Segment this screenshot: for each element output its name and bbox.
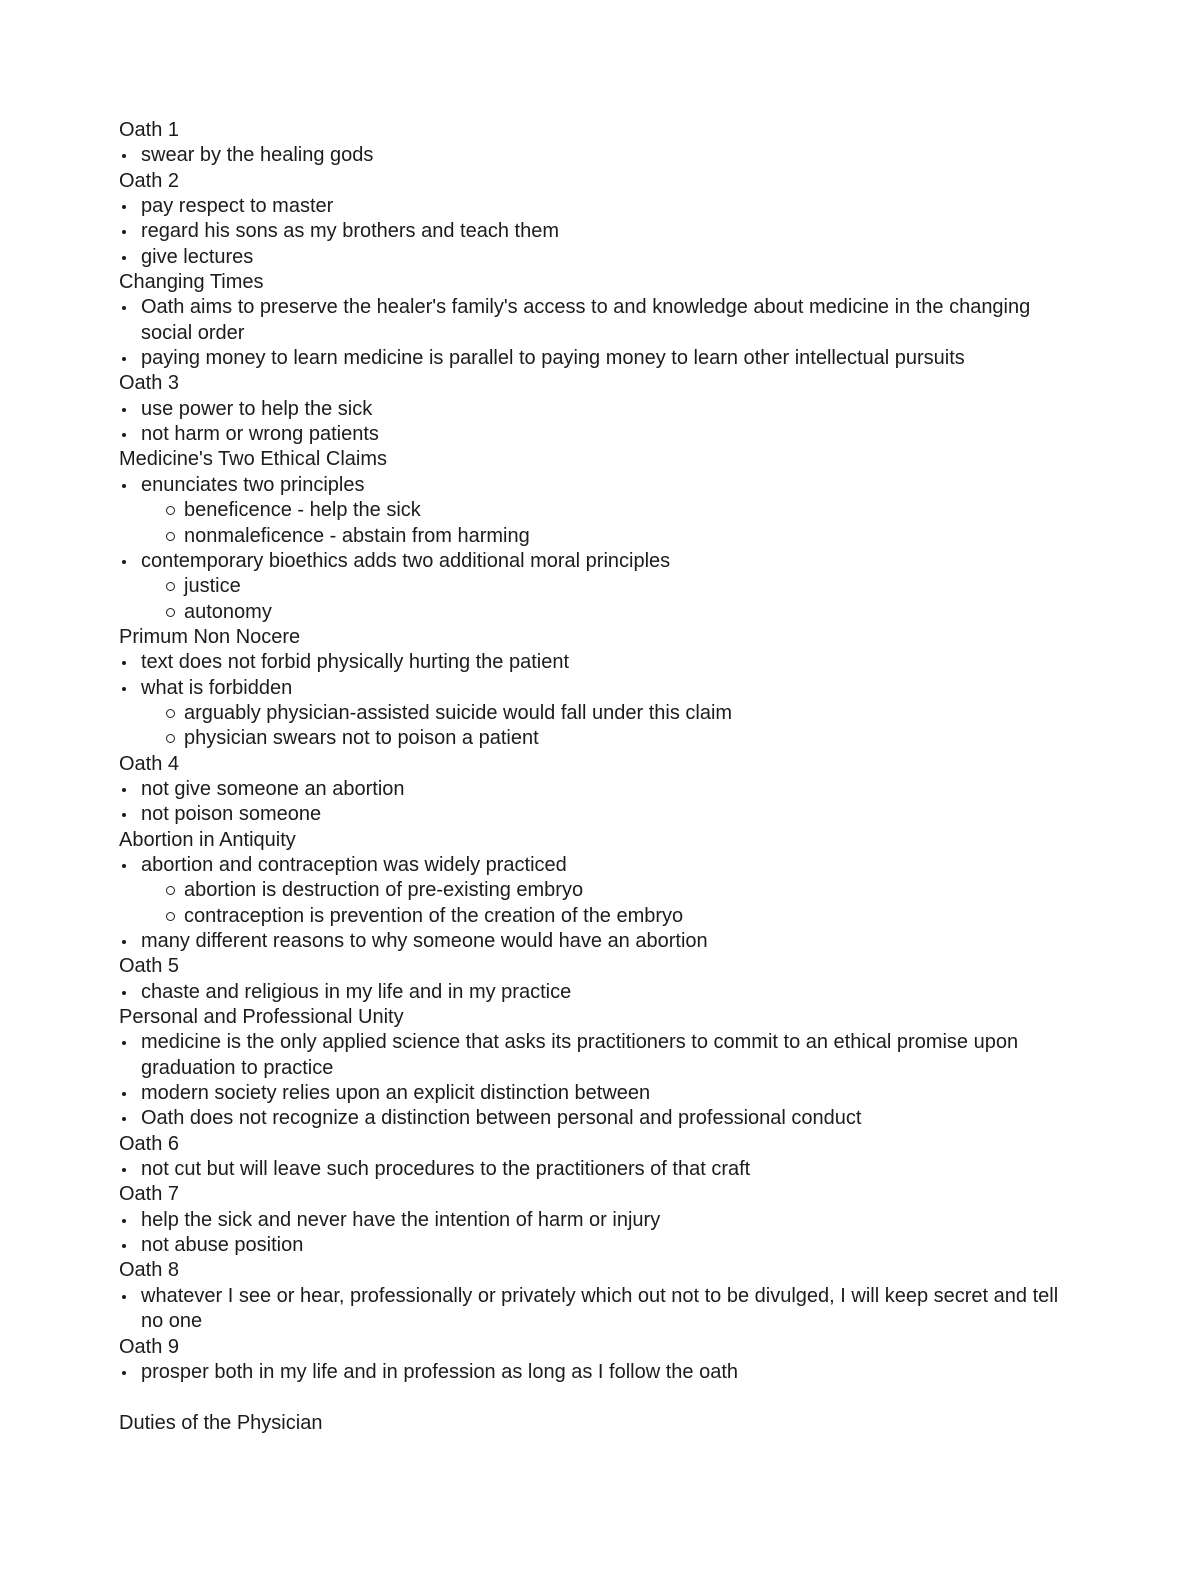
sub-bullet-item: justice bbox=[119, 574, 1079, 599]
bullet-item: regard his sons as my brothers and teach them bbox=[119, 219, 1079, 244]
sub-bullet-item: abortion is destruction of pre-existing embryo bbox=[119, 878, 1079, 903]
section-heading: Oath 2 bbox=[119, 169, 180, 192]
bullet-item: abortion and contraception was widely practiced bbox=[119, 853, 1079, 878]
bullet-item: not give someone an abortion bbox=[119, 777, 1079, 802]
bullet-item: chaste and religious in my life and in my practice bbox=[119, 980, 1079, 1005]
bullet-item: not poison someone bbox=[119, 802, 1079, 827]
section-heading: Oath 1 bbox=[119, 119, 180, 141]
bullet-item: use power to help the sick bbox=[119, 397, 1079, 422]
bullet-item: what is forbidden bbox=[119, 676, 1079, 701]
bullet-item: paying money to learn medicine is parallel to paying money to learn other intellectual pursuits bbox=[119, 346, 1079, 371]
bullet-item: text does not forbid physically hurting the patient bbox=[119, 650, 1079, 675]
section-heading: Abortion in Antiquity bbox=[119, 828, 296, 851]
sub-bullet-item: autonomy bbox=[119, 600, 1079, 625]
section-heading: Medicine's Two Ethical Claims bbox=[119, 448, 387, 471]
sub-bullet-item: physician swears not to poison a patient bbox=[119, 726, 1079, 751]
section-heading: Oath 7 bbox=[119, 1183, 180, 1206]
bullet-item: not harm or wrong patients bbox=[119, 422, 1079, 447]
bullet-item: pay respect to master bbox=[119, 194, 1079, 219]
sub-bullet-item: arguably physician-assisted suicide would fall under this claim bbox=[119, 701, 1079, 726]
section-heading: Oath 4 bbox=[119, 752, 180, 775]
bullet-item: not cut but will leave such procedures to the practitioners of that craft bbox=[119, 1157, 1079, 1182]
sub-bullet-item: nonmaleficence - abstain from harming bbox=[119, 524, 1079, 549]
section-heading: Oath 5 bbox=[119, 955, 180, 978]
section-heading: Oath 8 bbox=[119, 1259, 180, 1282]
section-heading: Oath 9 bbox=[119, 1335, 180, 1358]
bullet-item: prosper both in my life and in profession as long as I follow the oath bbox=[119, 1360, 1079, 1385]
sub-bullet-item: contraception is prevention of the creation of the embryo bbox=[119, 904, 1079, 929]
bullet-item: whatever I see or hear, professionally or privately which out not to be divulged, I will keep secret and tell no one bbox=[119, 1284, 1079, 1335]
section-heading: Oath 3 bbox=[119, 372, 180, 395]
blank-line bbox=[119, 1385, 1079, 1410]
bullet-item: Oath aims to preserve the healer's family's access to and knowledge about medicine in the changing social order bbox=[119, 295, 1079, 346]
section-heading: Personal and Professional Unity bbox=[119, 1006, 404, 1029]
section-heading: Oath 6 bbox=[119, 1132, 180, 1155]
bullet-item: medicine is the only applied science that asks its practitioners to commit to an ethical promise upon graduation to practice bbox=[119, 1030, 1079, 1081]
sub-bullet-item: beneficence - help the sick bbox=[119, 498, 1079, 523]
section-heading: Changing Times bbox=[119, 271, 264, 294]
bullet-item: swear by the healing gods bbox=[119, 143, 1079, 168]
bullet-item: many different reasons to why someone would have an abortion bbox=[119, 929, 1079, 954]
bullet-item: Oath does not recognize a distinction between personal and professional conduct bbox=[119, 1106, 1079, 1131]
section-heading: Primum Non Nocere bbox=[119, 625, 301, 648]
bullet-item: enunciates two principles bbox=[119, 473, 1079, 498]
bullet-item: contemporary bioethics adds two additional moral principles bbox=[119, 549, 1079, 574]
bullet-item: help the sick and never have the intention of harm or injury bbox=[119, 1208, 1079, 1233]
bullet-item: give lectures bbox=[119, 245, 1079, 270]
bullet-item: modern society relies upon an explicit distinction between bbox=[119, 1081, 1079, 1106]
section-heading: Duties of the Physician bbox=[119, 1411, 323, 1434]
document-page bbox=[119, 118, 1079, 1436]
bullet-item: not abuse position bbox=[119, 1233, 1079, 1258]
